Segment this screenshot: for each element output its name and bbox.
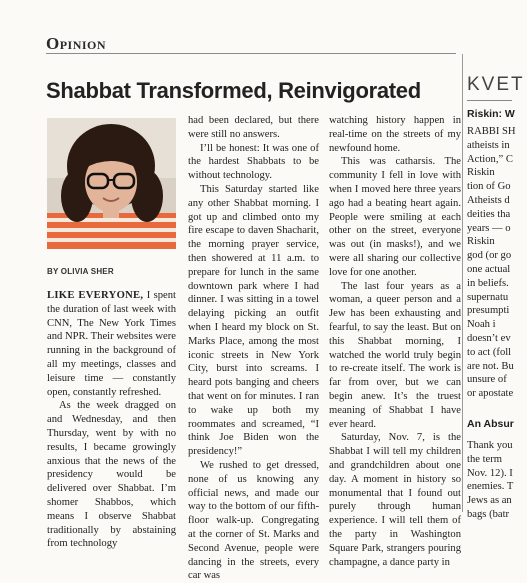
- article-column-3: [329, 114, 461, 569]
- article-paragraph: We rushed to get dressed, none of us knowing any official news, and made our way to the bottom of our fifth-floor walk-up. Congregating at the corner of St. Marks and Second Avenue, people were dancing in the streets, every car was: [188, 459, 319, 582]
- sidebar-item1-text: [467, 125, 527, 401]
- sidebar-line: in beliefs.: [467, 277, 509, 289]
- sidebar-line: Atheists d: [467, 194, 510, 206]
- sidebar-line: god (or go: [467, 250, 512, 262]
- sidebar-line: tion of Go: [467, 181, 511, 193]
- sidebar-item1-heading: Riskin: W: [467, 108, 515, 120]
- article-column-1: [47, 289, 176, 551]
- lead-caps: LIKE EVERYONE,: [47, 290, 144, 301]
- sidebar-line: atheists in: [467, 139, 510, 151]
- sidebar-line: doesn’t ev: [467, 332, 511, 344]
- article-paragraph: watching history happen in real-time on the streets of my newfound home.: [329, 115, 461, 154]
- sidebar-line: presumpti: [467, 305, 510, 317]
- sidebar-item2-heading: An Absur: [467, 418, 514, 430]
- author-photo: [47, 118, 176, 249]
- article-paragraph: As the week dragged on and Wednesday, and then Thursday, went by with no results, I became growingly anxious that the news of the presidency would be delivered over Shabbat. I’m shomer Shabbos, which means I observe Shabbat traditionally by abstaining from technology: [47, 400, 176, 550]
- byline: BY OLIVIA SHER: [47, 267, 114, 276]
- article-paragraph: This was catharsis. The community I fell in love with when I moved here three years ago had a beating heart again. People were smiling at each other on the street, everyone was out (in masks!), and we were all sharing our collective love for one another.: [329, 156, 461, 278]
- sidebar-line: Nov. 12). I: [467, 467, 513, 479]
- sidebar-item2-text: [467, 439, 527, 522]
- sidebar-line: one actual: [467, 263, 511, 275]
- section-rule: [46, 53, 456, 54]
- article-paragraph: [47, 289, 176, 399]
- sidebar-line: unsure of: [467, 374, 507, 386]
- sidebar-line: years — o: [467, 222, 511, 234]
- sidebar-rule: [467, 100, 512, 101]
- sidebar-line: enemies. T: [467, 481, 514, 493]
- article-paragraph: The last four years as a woman, a queer person and a Jew has been exhausting and fearful, to say the least. But on this Shabbat morning, I watched the world truly begin to re-create itself. The work is far from over, but we can begin anew. It’s the truest meaning of Shabbat I have ever heard.: [329, 280, 461, 430]
- sidebar-line: bags (batr: [467, 508, 510, 520]
- article-paragraph: This Saturday started like any other Shabbat morning. I got up and climbed onto my fire escape to daven Shacharit, the morning prayer service, then showered at 11 a.m. to prepare for lunch in the same downtown park where I had dinner. I was sitting in a towel delaying picking an outfit when I heard my block on St. Marks Place, among the most iconic streets in New York City, burst into screams. I heard pots banging and cheers that went on for minutes. I ran to wake up both my roommates and screamed, “I think Joe Biden won the presidency!”: [188, 183, 319, 458]
- sidebar-title: KVET: [467, 74, 525, 95]
- sidebar-line: Riskin: [467, 236, 495, 248]
- sidebar-line: the term: [467, 453, 503, 465]
- article-column-2: [188, 114, 319, 583]
- sidebar-line: Noah i: [467, 319, 496, 331]
- article-paragraph: had been declared, but there were still no answers.: [188, 115, 319, 140]
- sidebar-line: Action,” C: [467, 153, 513, 165]
- column-divider: [462, 54, 463, 512]
- section-label: Opinion: [46, 34, 107, 53]
- sidebar-line: to act (foll: [467, 346, 512, 358]
- sidebar-line: supernatu: [467, 291, 509, 303]
- article-paragraph: I’ll be honest: It was one of the hardest Shabbats to be without technology.: [188, 142, 319, 182]
- sidebar-line: or apostate: [467, 388, 514, 400]
- sidebar-line: Riskin: [467, 167, 495, 179]
- sidebar-line: Thank you: [467, 440, 513, 451]
- sidebar-line: RABBI SH: [467, 126, 516, 137]
- article-paragraph: Saturday, Nov. 7, is the Shabbat I will tell my children and grandchildren about one day. A moment in history so monumental that I found out purely through human experience. I will tell them of the party in Washington Square Park, strangers pouring champagne, a dance party in: [329, 432, 461, 568]
- lead-text: I spent the duration of last week with CNN, The New York Times and NPR. Their websites were running in the background of all my meetings, classes and leisure time — constantly open, constantly refreshed.: [47, 290, 176, 398]
- sidebar-line: deities tha: [467, 208, 511, 220]
- headline: Shabbat Transformed, Reinvigorated: [46, 78, 421, 103]
- sidebar-line: are not. Bu: [467, 360, 514, 372]
- sidebar-line: Jews as an: [467, 495, 512, 507]
